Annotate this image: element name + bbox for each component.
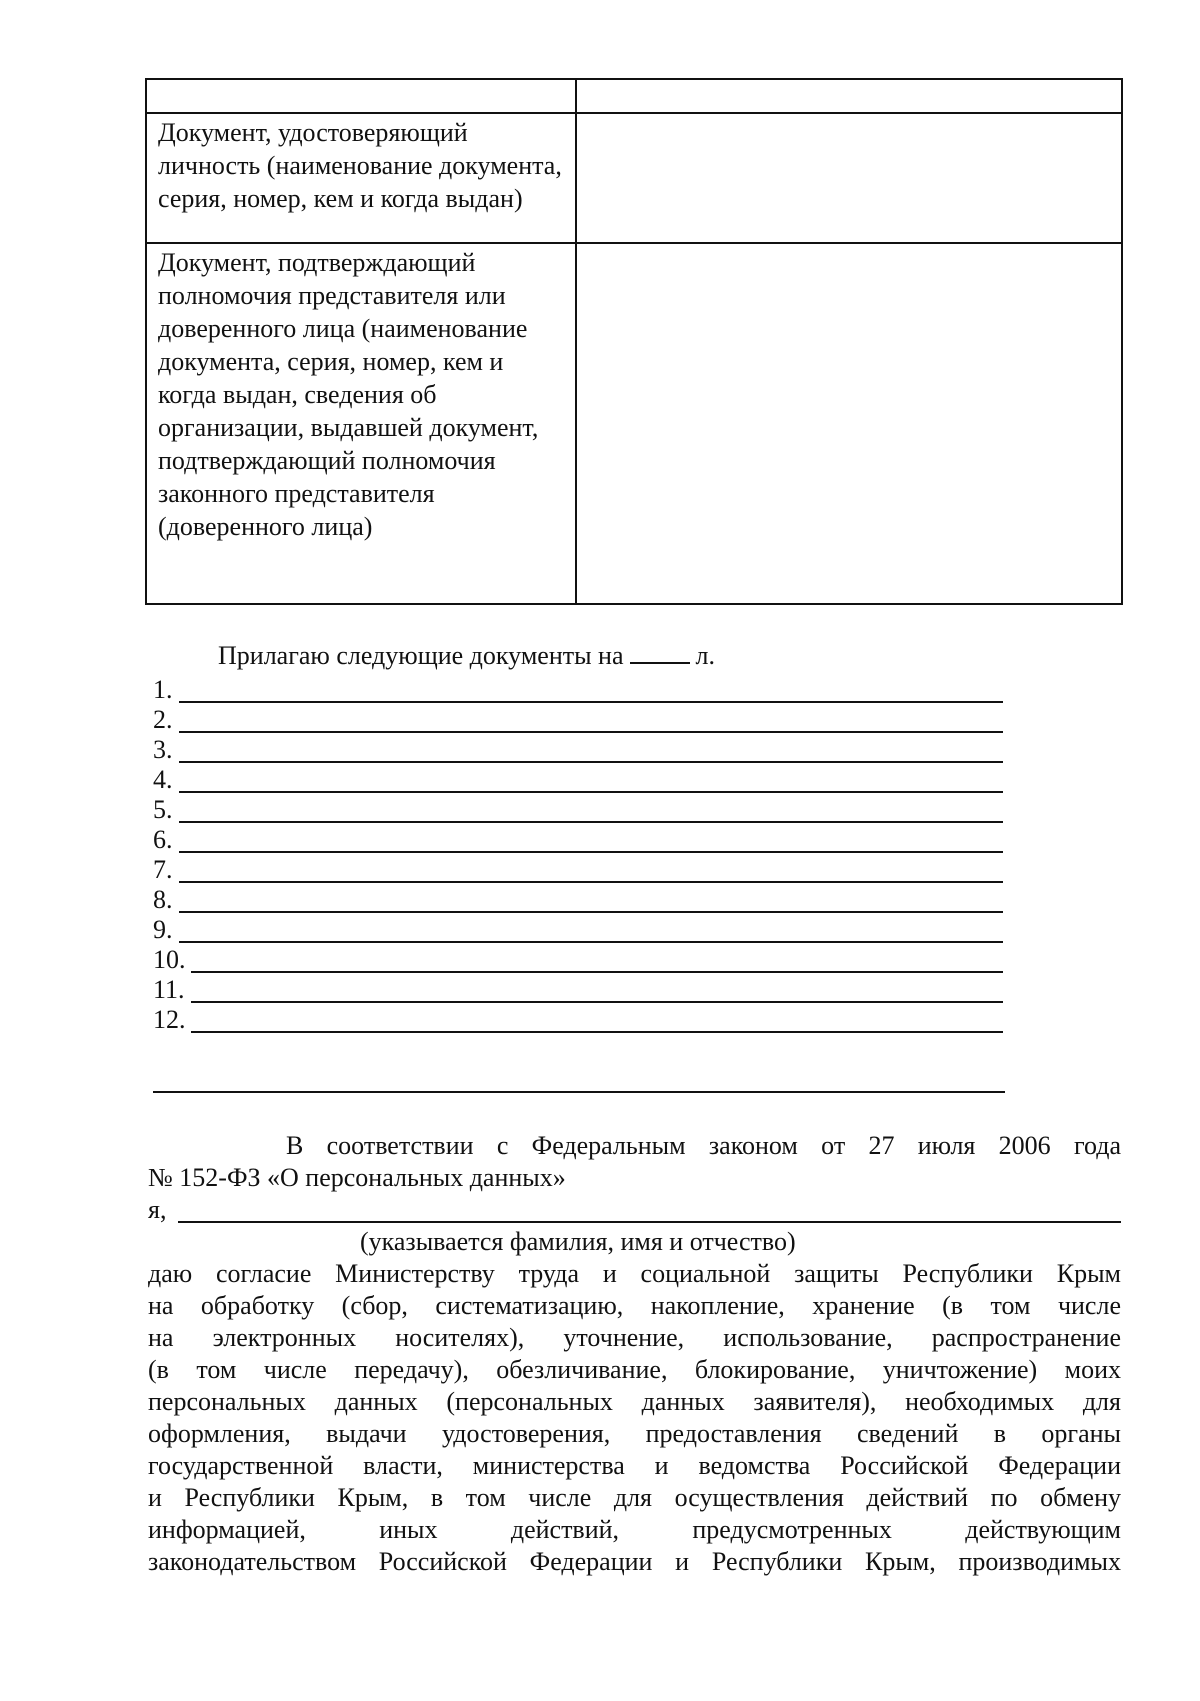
attachment-item [153,734,1013,766]
attachment-item [153,1004,1013,1036]
consent-text-line: государственной власти, министерства и ведомства Российской Федерации [148,1451,1121,1480]
table-row [146,79,1122,113]
attachment-number: 1. [153,675,173,704]
consent-text-line: на обработку (сбор, систематизацию, накопление, хранение (в том числе [148,1291,1121,1320]
consent-text-line: законодательством Российской Федерации и Республики Крым, производимых [148,1547,1121,1576]
attachment-number: 2. [153,705,173,734]
attachment-blank-line [179,941,1003,943]
attachment-item [153,674,1013,706]
attachment-number: 9. [153,915,173,944]
attachment-number: 7. [153,855,173,884]
full-name-line [178,1221,1121,1223]
attachment-item [153,944,1013,976]
representative-document-value [576,243,1122,604]
attachment-number: 11. [153,975,185,1004]
attachment-number: 3. [153,735,173,764]
attachment-blank-line [179,911,1003,913]
attachment-item [153,914,1013,946]
attachment-item [153,704,1013,736]
attachment-item [153,824,1013,856]
consent-text-line: на электронных носителях), уточнение, использование, распространение [148,1323,1121,1352]
attachment-blank-line [191,1001,1003,1003]
attachment-item [153,884,1013,916]
applicant-documents-table [145,78,1123,605]
attachment-number: 10. [153,945,186,974]
attachments-intro-text: Прилагаю следующие документы на [218,641,624,670]
consent-law-reference: № 152-ФЗ «О персональных данных» [148,1163,566,1192]
full-name-label: я, [148,1195,167,1224]
consent-text-line: информацией, иных действий, предусмотренных действующим [148,1515,1121,1544]
attachment-number: 8. [153,885,173,914]
attachment-item [153,854,1013,886]
attachment-blank-line [179,761,1003,763]
identity-document-value [576,113,1122,243]
full-name-field [148,1194,1121,1226]
full-name-hint: (указывается фамилия, имя и отчество) [360,1227,796,1256]
table-cell-label [146,79,576,113]
attachment-blank-line [191,971,1003,973]
attachments-extra-line [153,1091,1005,1093]
attachment-blank-line [179,821,1003,823]
consent-text-line: оформления, выдачи удостоверения, предоставления сведений в органы [148,1419,1121,1448]
attachment-blank-line [179,881,1003,883]
attachment-blank-line [191,1031,1003,1033]
attachment-item [153,794,1013,826]
consent-text-line: (в том числе передачу), обезличивание, блокирование, уничтожение) моих [148,1355,1121,1384]
consent-intro: В соответствии с Федеральным законом от 27 июля 2006 года [286,1131,1121,1160]
attachment-item [153,764,1013,796]
table-row [146,243,1122,604]
table-cell-value [576,79,1122,113]
attachment-blank-line [179,731,1003,733]
attachment-blank-line [179,791,1003,793]
sheet-count-blank [630,640,690,664]
identity-document-label: Документ, удостоверяющий личность (наименование документа, серия, номер, кем и когда выдан) [146,113,576,243]
consent-text-line: даю согласие Министерству труда и социальной защиты Республики Крым [148,1259,1121,1288]
attachment-number: 12. [153,1005,186,1034]
attachment-number: 4. [153,765,173,794]
consent-body [148,1258,1121,1578]
attachment-item [153,974,1013,1006]
consent-text-line: и Республики Крым, в том числе для осуществления действий по обмену [148,1483,1121,1512]
attachments-intro-unit: л. [695,641,715,670]
attachment-blank-line [179,701,1003,703]
attachment-number: 5. [153,795,173,824]
consent-text-line: персональных данных (персональных данных заявителя), необходимых для [148,1387,1121,1416]
attachment-blank-line [179,851,1003,853]
attachment-number: 6. [153,825,173,854]
attachments-intro [218,640,715,672]
representative-document-label: Документ, подтверждающий полномочия представителя или доверенного лица (наименование документа, серия, номер, кем и когда выдан, сведения об организации, выдавшей документ, подтверждающий полномочия законного представителя (доверенного лица) [146,243,576,604]
table-row [146,113,1122,243]
